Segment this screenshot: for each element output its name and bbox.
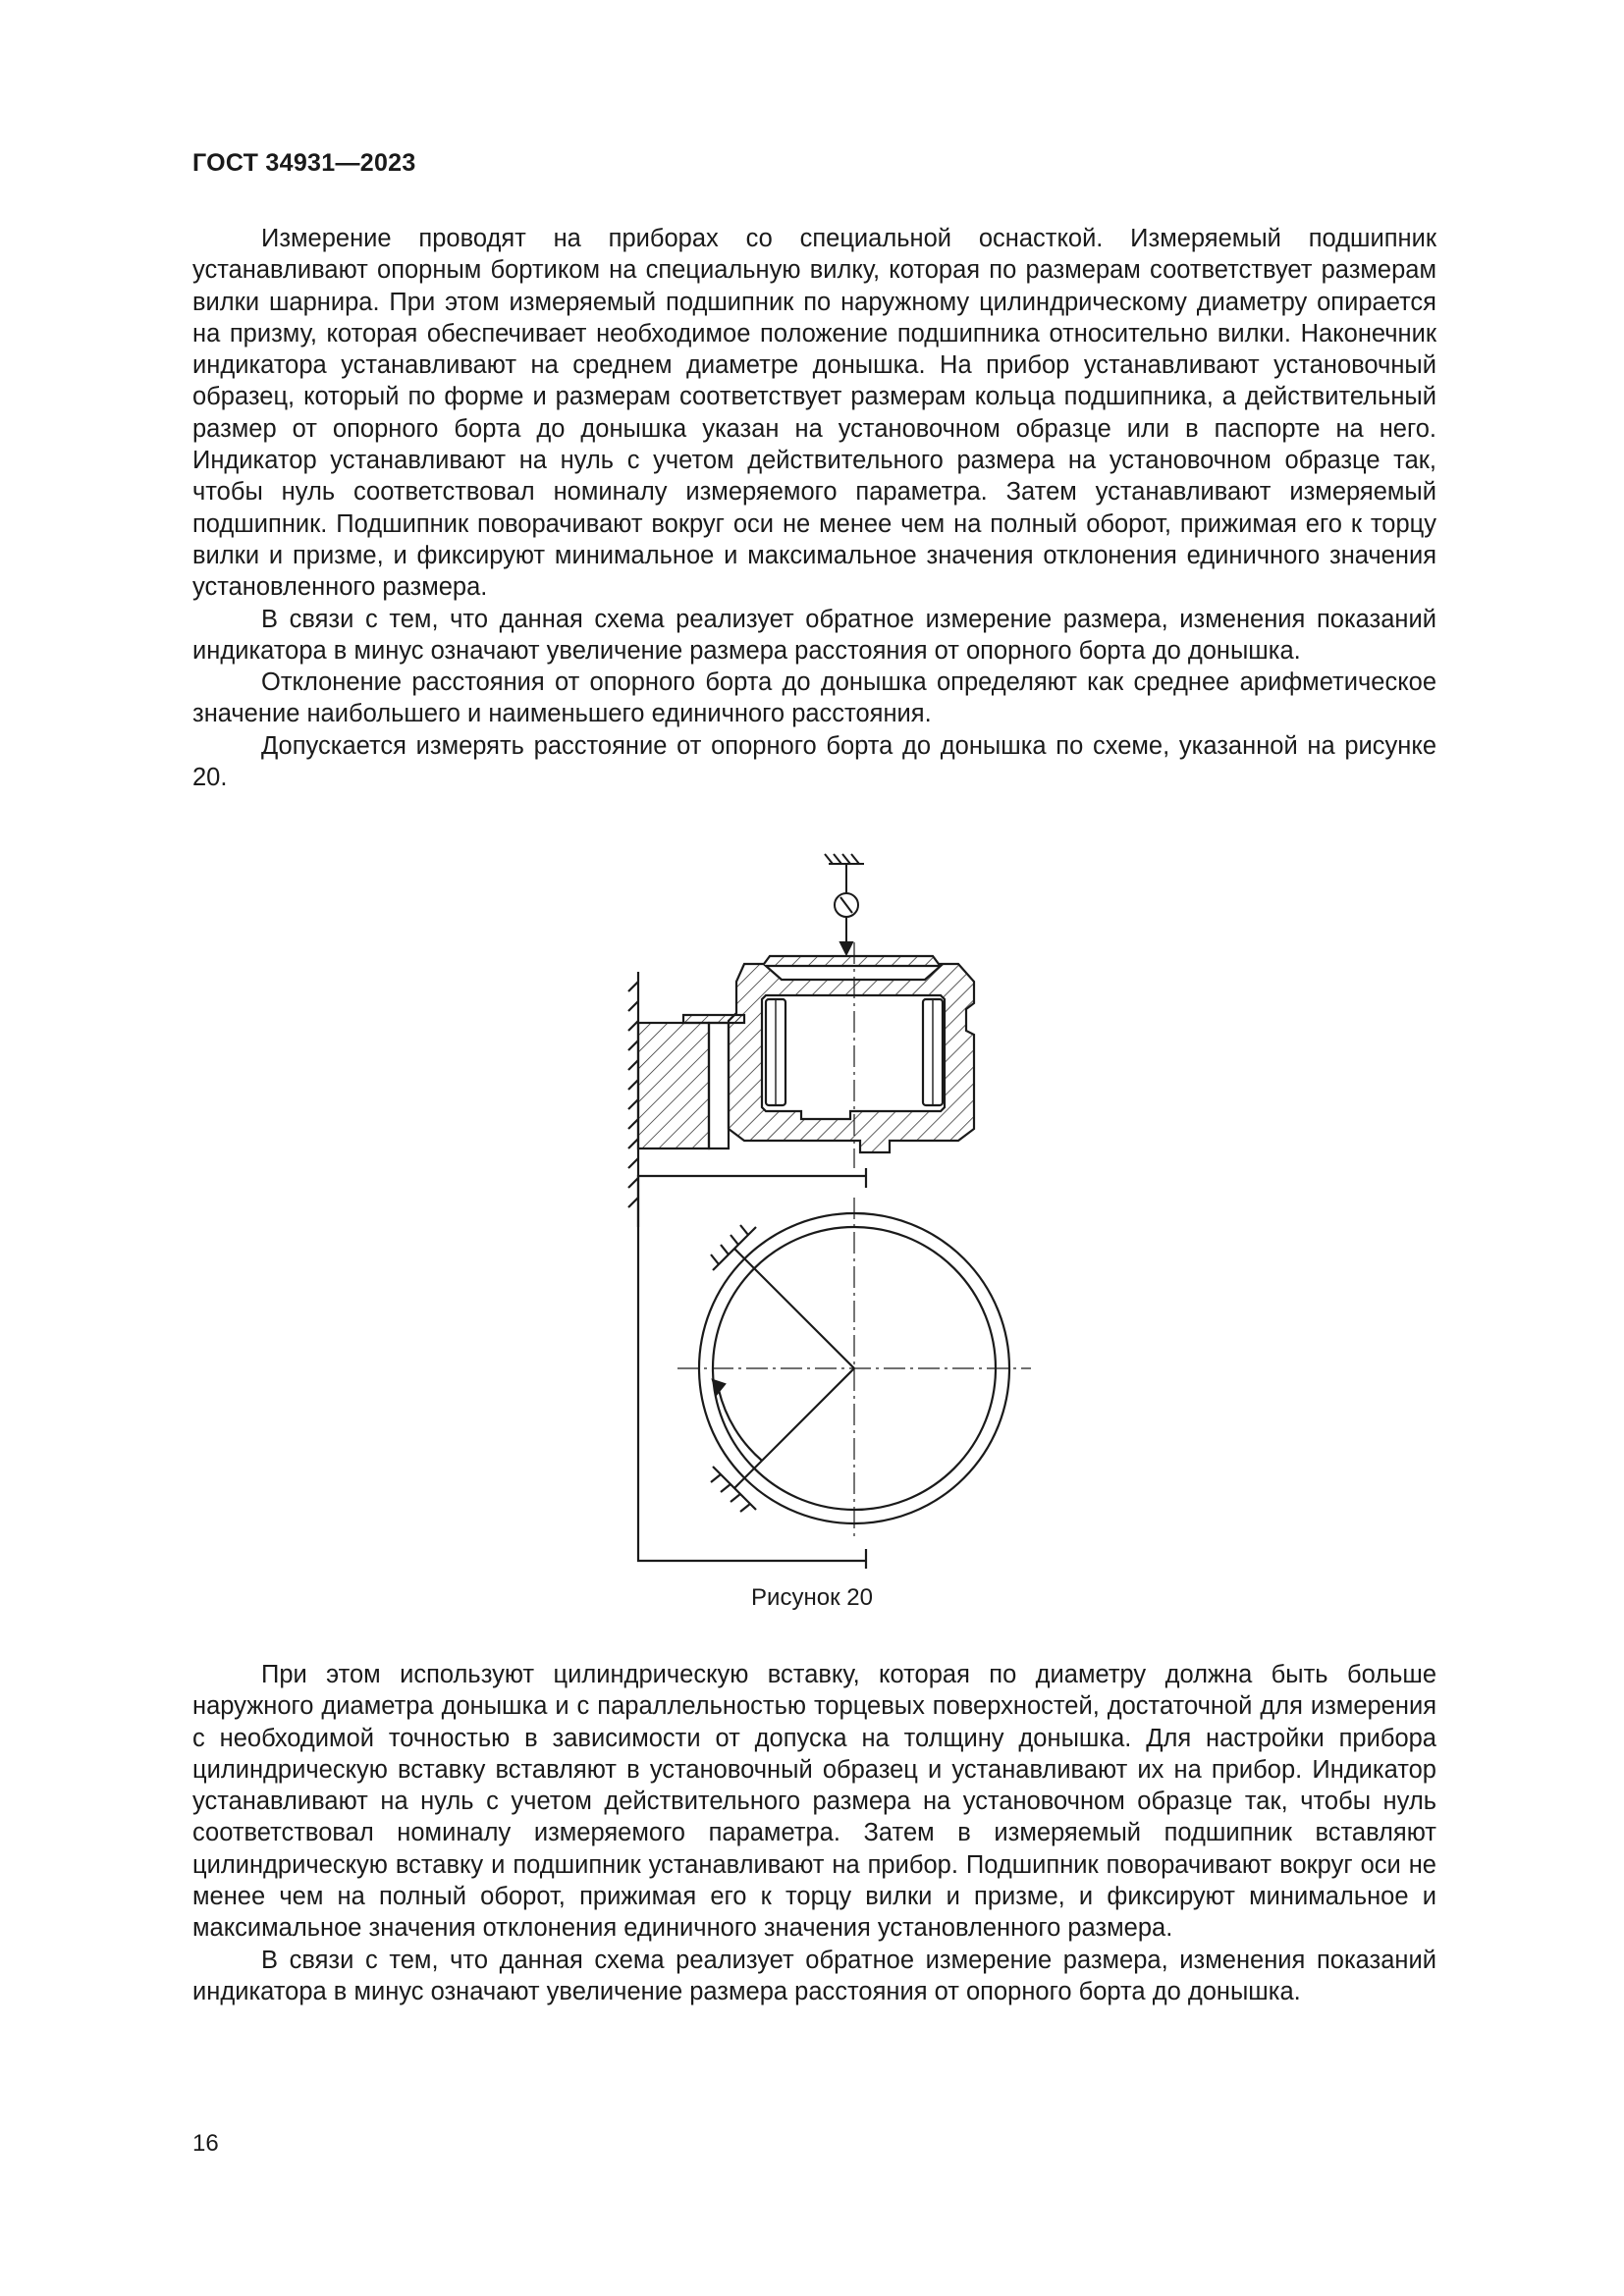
paragraph: В связи с тем, что данная схема реализует обратное измерение размера, изменения показаний индикатора в минус означают увеличение размера расстояния от опорного борта до донышка. — [192, 1946, 1436, 2005]
paragraph: Допускается измерять расстояние от опорного борта до донышка по схеме, указанной на рисунке 20. — [192, 731, 1436, 792]
bearing-cross-section — [729, 956, 974, 1152]
plan-view — [638, 1168, 1031, 1569]
text-block-upper — [192, 223, 1436, 793]
figure-20-drawing — [589, 834, 1139, 1595]
paragraph: При этом используют цилиндрическую вставку, которая по диаметру должна быть больше наружного диаметра донышка и с параллельностью торцевых поверхностей, достаточной для измерения с необходимой точностью в зависимости от допуска на толщину донышка. Для настройки прибора цилиндрическую вставку вставляют в установочный образец и устанавливают их на прибор. Индикатор устанавливают на нуль с учетом действительного размера на установочном образце так, чтобы нуль соответствовал номиналу измеряемого параметра. Затем в измеряемый подшипник вставляют цилиндрическую вставку и подшипник устанавливают на прибор. Подшипник поворачивают вокруг оси не менее чем на полный оборот, прижимая его к торцу вилки и призме, и фиксируют минимальное и максимальное значения отклонения единичного значения установленного размера. — [192, 1661, 1436, 1943]
page-number: 16 — [192, 2130, 219, 2157]
indicator-mount — [825, 854, 864, 893]
paragraph: Отклонение расстояния от опорного борта до донышка определяют как среднее арифметическое значение наибольшего и наименьшего единичного расстояния. — [192, 668, 1436, 728]
figure-caption: Рисунок 20 — [751, 1584, 873, 1611]
document-id-header: ГОСТ 34931—2023 — [192, 149, 416, 177]
paragraph: Измерение проводят на приборах со специальной оснасткой. Измеряемый подшипник устанавливают опорным бортиком на специальную вилку, которая по размерам соответствует размерам вилки шарнира. При этом измеряемый подшипник по наружному цилиндрическому диаметру опирается на призму, которая обеспечивает необходимое положение подшипника относительно вилки. Наконечник индикатора устанавливают на среднем диаметре донышка. На прибор устанавливают установочный образец, который по форме и размерам соответствует размерам кольца подшипника, а действительный размер от опорного борта до донышка указан на установочном образце или в паспорте на него. Индикатор устанавливают на нуль с учетом действительного размера на установочном образце так, чтобы нуль соответствовал номиналу измеряемого параметра. Затем устанавливают измеряемый подшипник. Подшипник поворачивают вокруг оси не менее чем на полный оборот, прижимая его к торцу вилки и призме, и фиксируют минимальное и максимальное значения отклонения единичного значения установленного размера. — [192, 225, 1436, 602]
fork-support — [628, 972, 744, 1227]
paragraph: В связи с тем, что данная схема реализует обратное измерение размера, изменения показаний индикатора в минус означают увеличение размера расстояния от опорного борта до донышка. — [192, 605, 1436, 665]
text-block-lower — [192, 1659, 1436, 2007]
